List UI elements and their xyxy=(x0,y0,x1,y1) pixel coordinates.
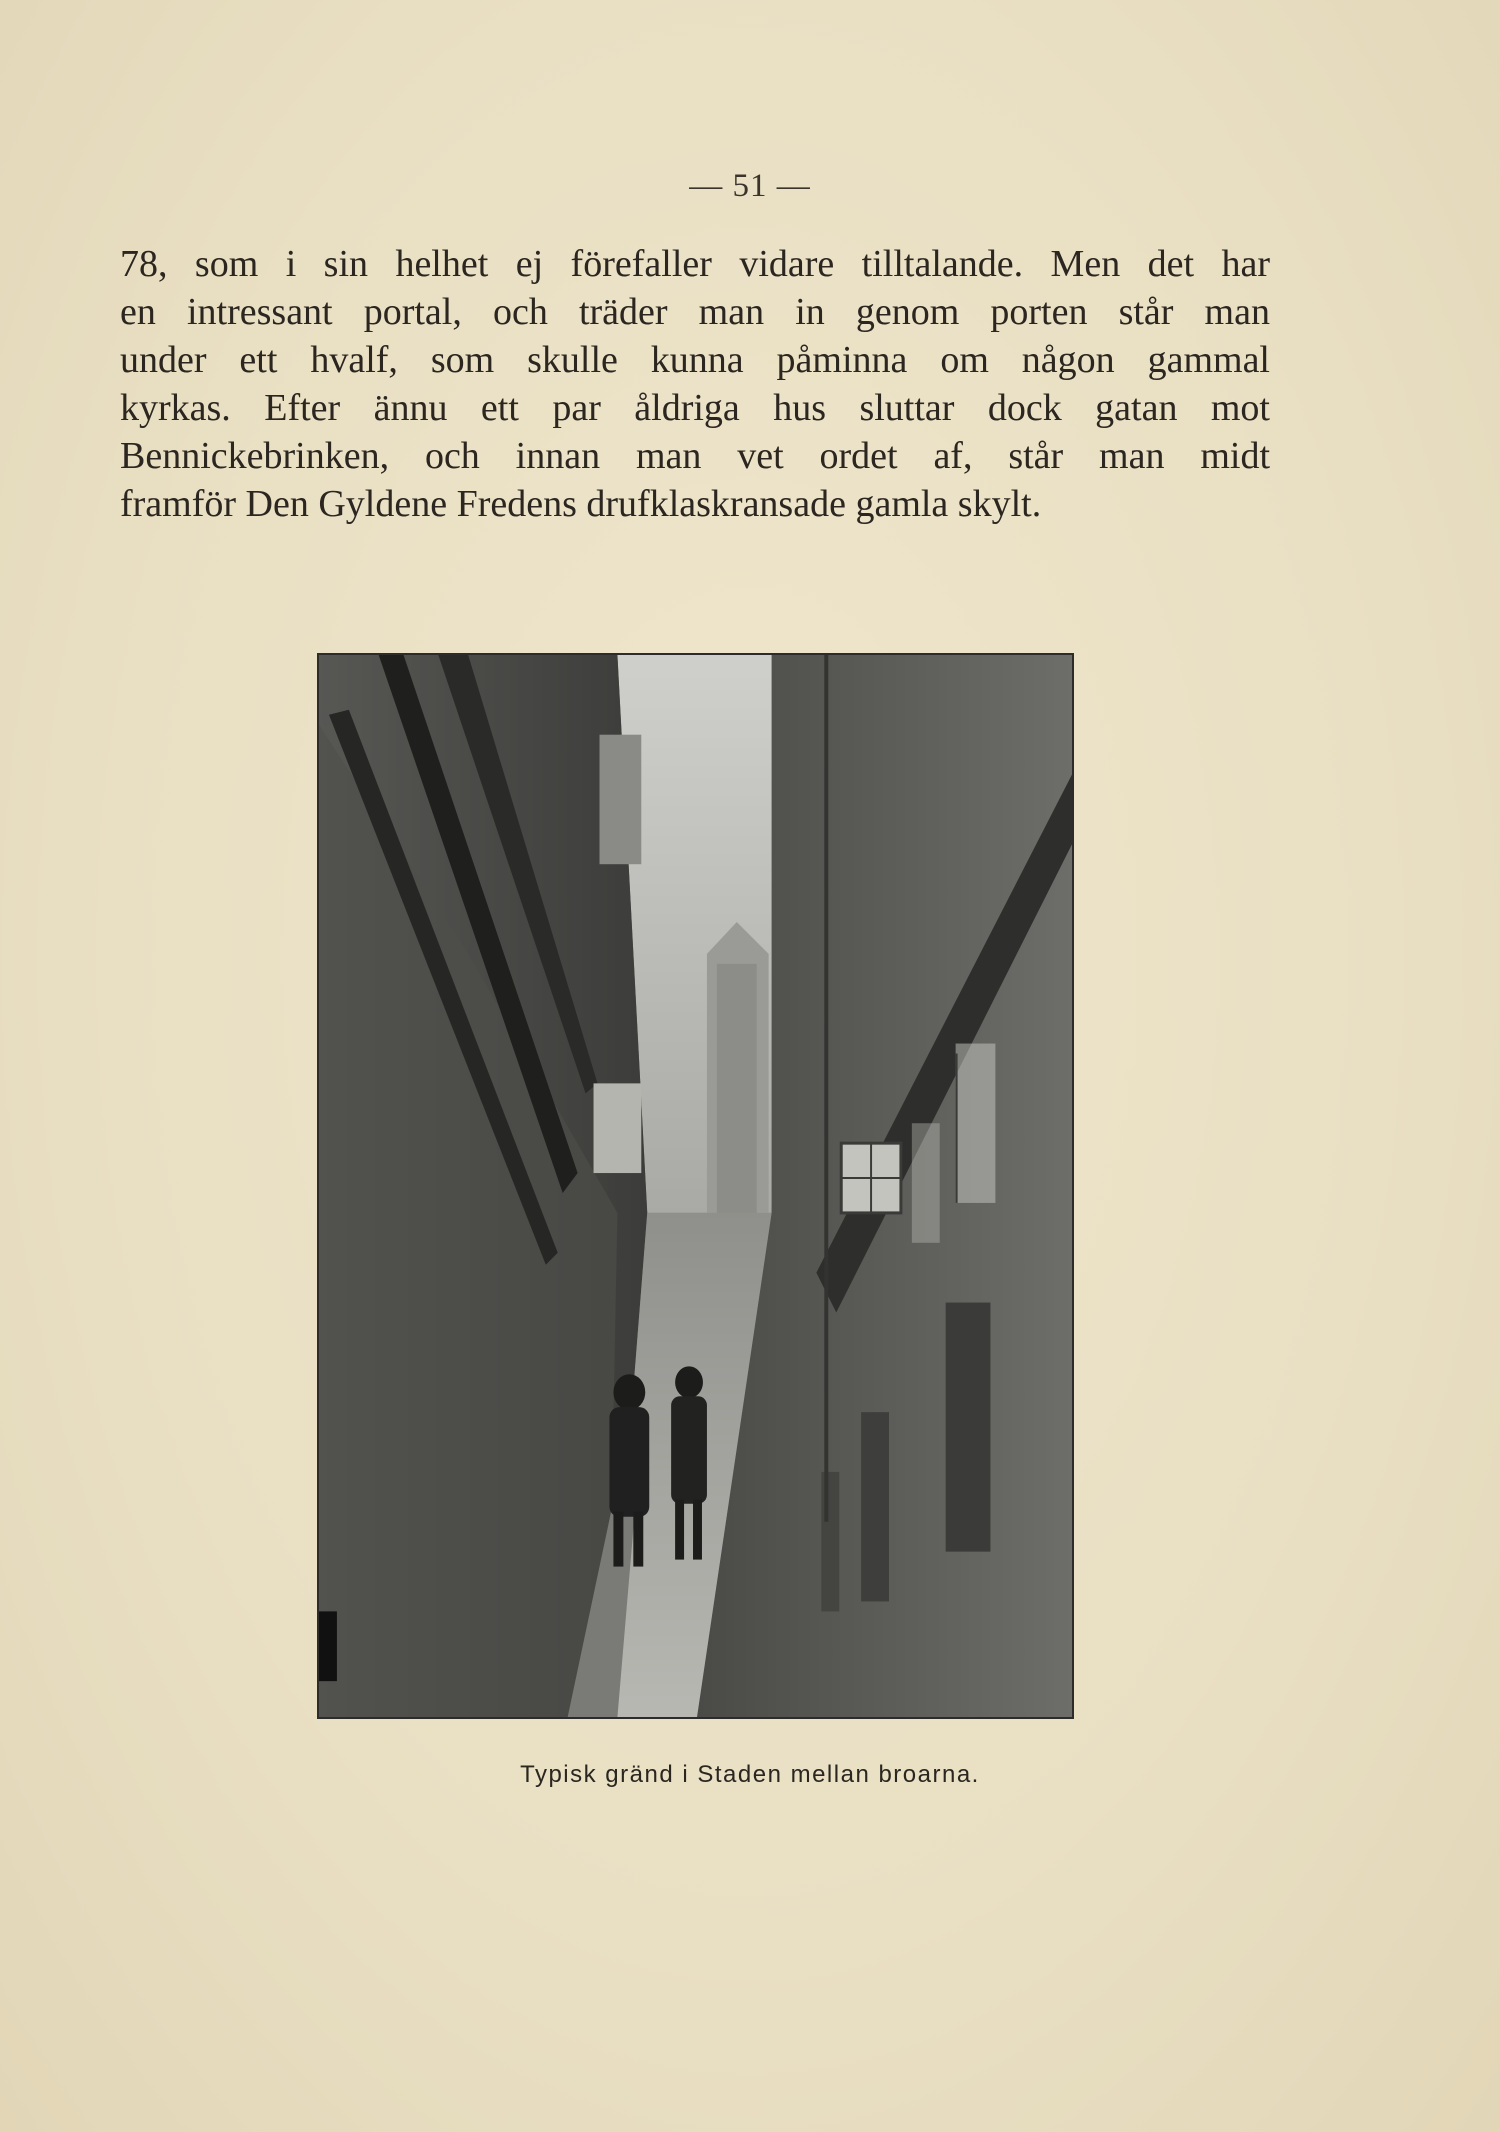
text-line: 78, som i sin helhet ej förefaller vidare tilltalande. Men det har xyxy=(120,243,1270,285)
text-line: kyrkas. Efter ännu ett par åldriga hus sluttar dock gatan mot xyxy=(120,387,1270,429)
alley-photo-illustration xyxy=(319,655,1072,1717)
text-line: Bennickebrinken, och innan man vet ordet af, står man midt xyxy=(120,435,1270,477)
page-number: — 51 — xyxy=(689,168,811,204)
alley-photograph xyxy=(317,653,1074,1719)
text-line: framför Den Gyldene Fredens drufklaskransade gamla skylt. xyxy=(120,483,1042,525)
text-line: under ett hvalf, som skulle kunna påminna om någon gammal xyxy=(120,339,1270,381)
text-line: en intressant portal, och träder man in genom porten står man xyxy=(120,291,1270,333)
figure-caption: Typisk gränd i Staden mellan broarna. xyxy=(520,1761,980,1788)
body-paragraph xyxy=(120,240,1270,528)
